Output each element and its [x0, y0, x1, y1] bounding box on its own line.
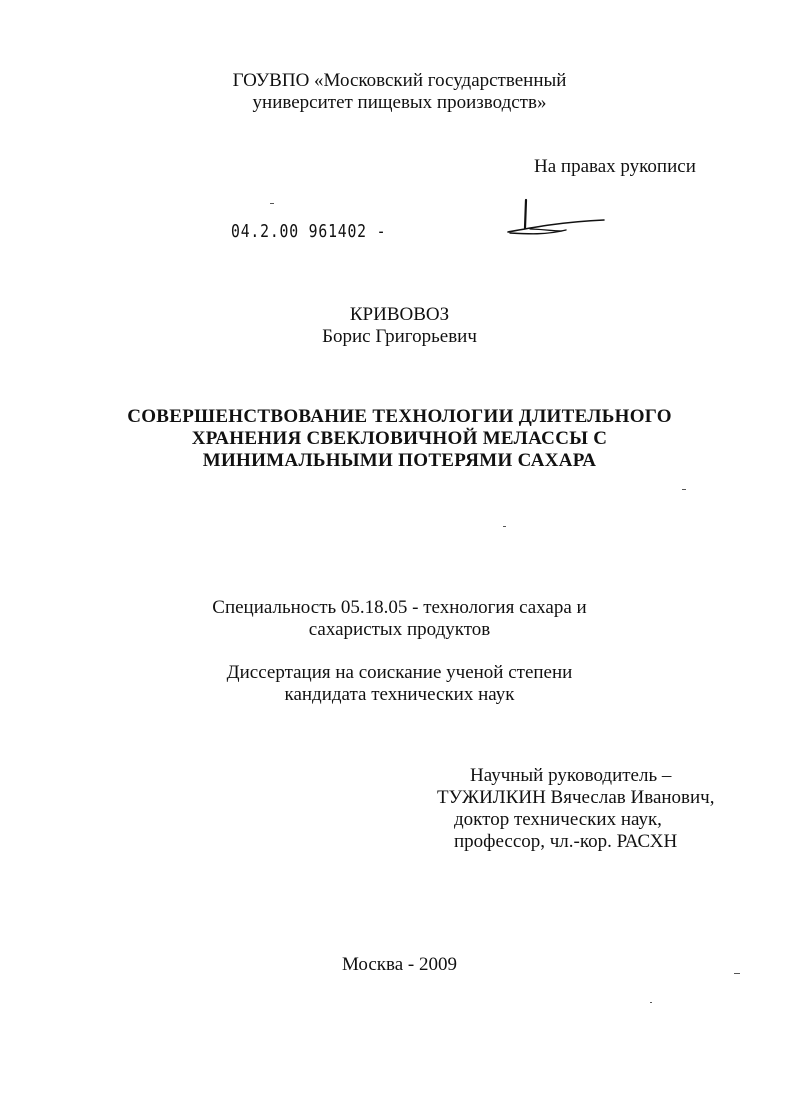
city-year: Москва - 2009	[341, 954, 458, 975]
supervisor-degree: доктор технических наук,	[454, 809, 662, 830]
author-name: Борис Григорьевич	[322, 326, 477, 347]
scan-speck	[734, 973, 740, 974]
thesis-title-line-3: МИНИМАЛЬНЫМИ ПОТЕРЯМИ САХАРА	[202, 450, 597, 471]
scan-speck	[682, 489, 686, 490]
supervisor-name: ТУЖИЛКИН Вячеслав Иванович,	[437, 787, 715, 808]
author-surname: КРИВОВОЗ	[349, 304, 450, 325]
thesis-title-line-2: ХРАНЕНИЯ СВЕКЛОВИЧНОЙ МЕЛАССЫ С	[191, 428, 608, 449]
scan-speck	[270, 203, 274, 204]
supervisor-label: Научный руководитель –	[470, 765, 672, 786]
signature-mark	[500, 198, 610, 244]
scan-speck	[650, 1002, 652, 1003]
manuscript-note: На правах рукописи	[534, 156, 696, 177]
scan-speck	[503, 526, 506, 527]
supervisor-title: профессор, чл.-кор. РАСХН	[454, 831, 678, 852]
specialty-line-1: Специальность 05.18.05 - технология сахара и	[212, 597, 587, 618]
thesis-title-line-1: СОВЕРШЕНСТВОВАНИЕ ТЕХНОЛОГИИ ДЛИТЕЛЬНОГО	[127, 406, 672, 427]
dissertation-line-1: Диссертация на соискание ученой степени	[226, 662, 573, 683]
registration-stamp: 04.2.00 961402 -	[231, 221, 387, 242]
specialty-line-2: сахаристых продуктов	[308, 619, 491, 640]
dissertation-line-2: кандидата технических наук	[284, 684, 515, 705]
institution-line-1: ГОУВПО «Московский государственный	[232, 70, 567, 91]
institution-line-2: университет пищевых производств»	[252, 92, 547, 113]
